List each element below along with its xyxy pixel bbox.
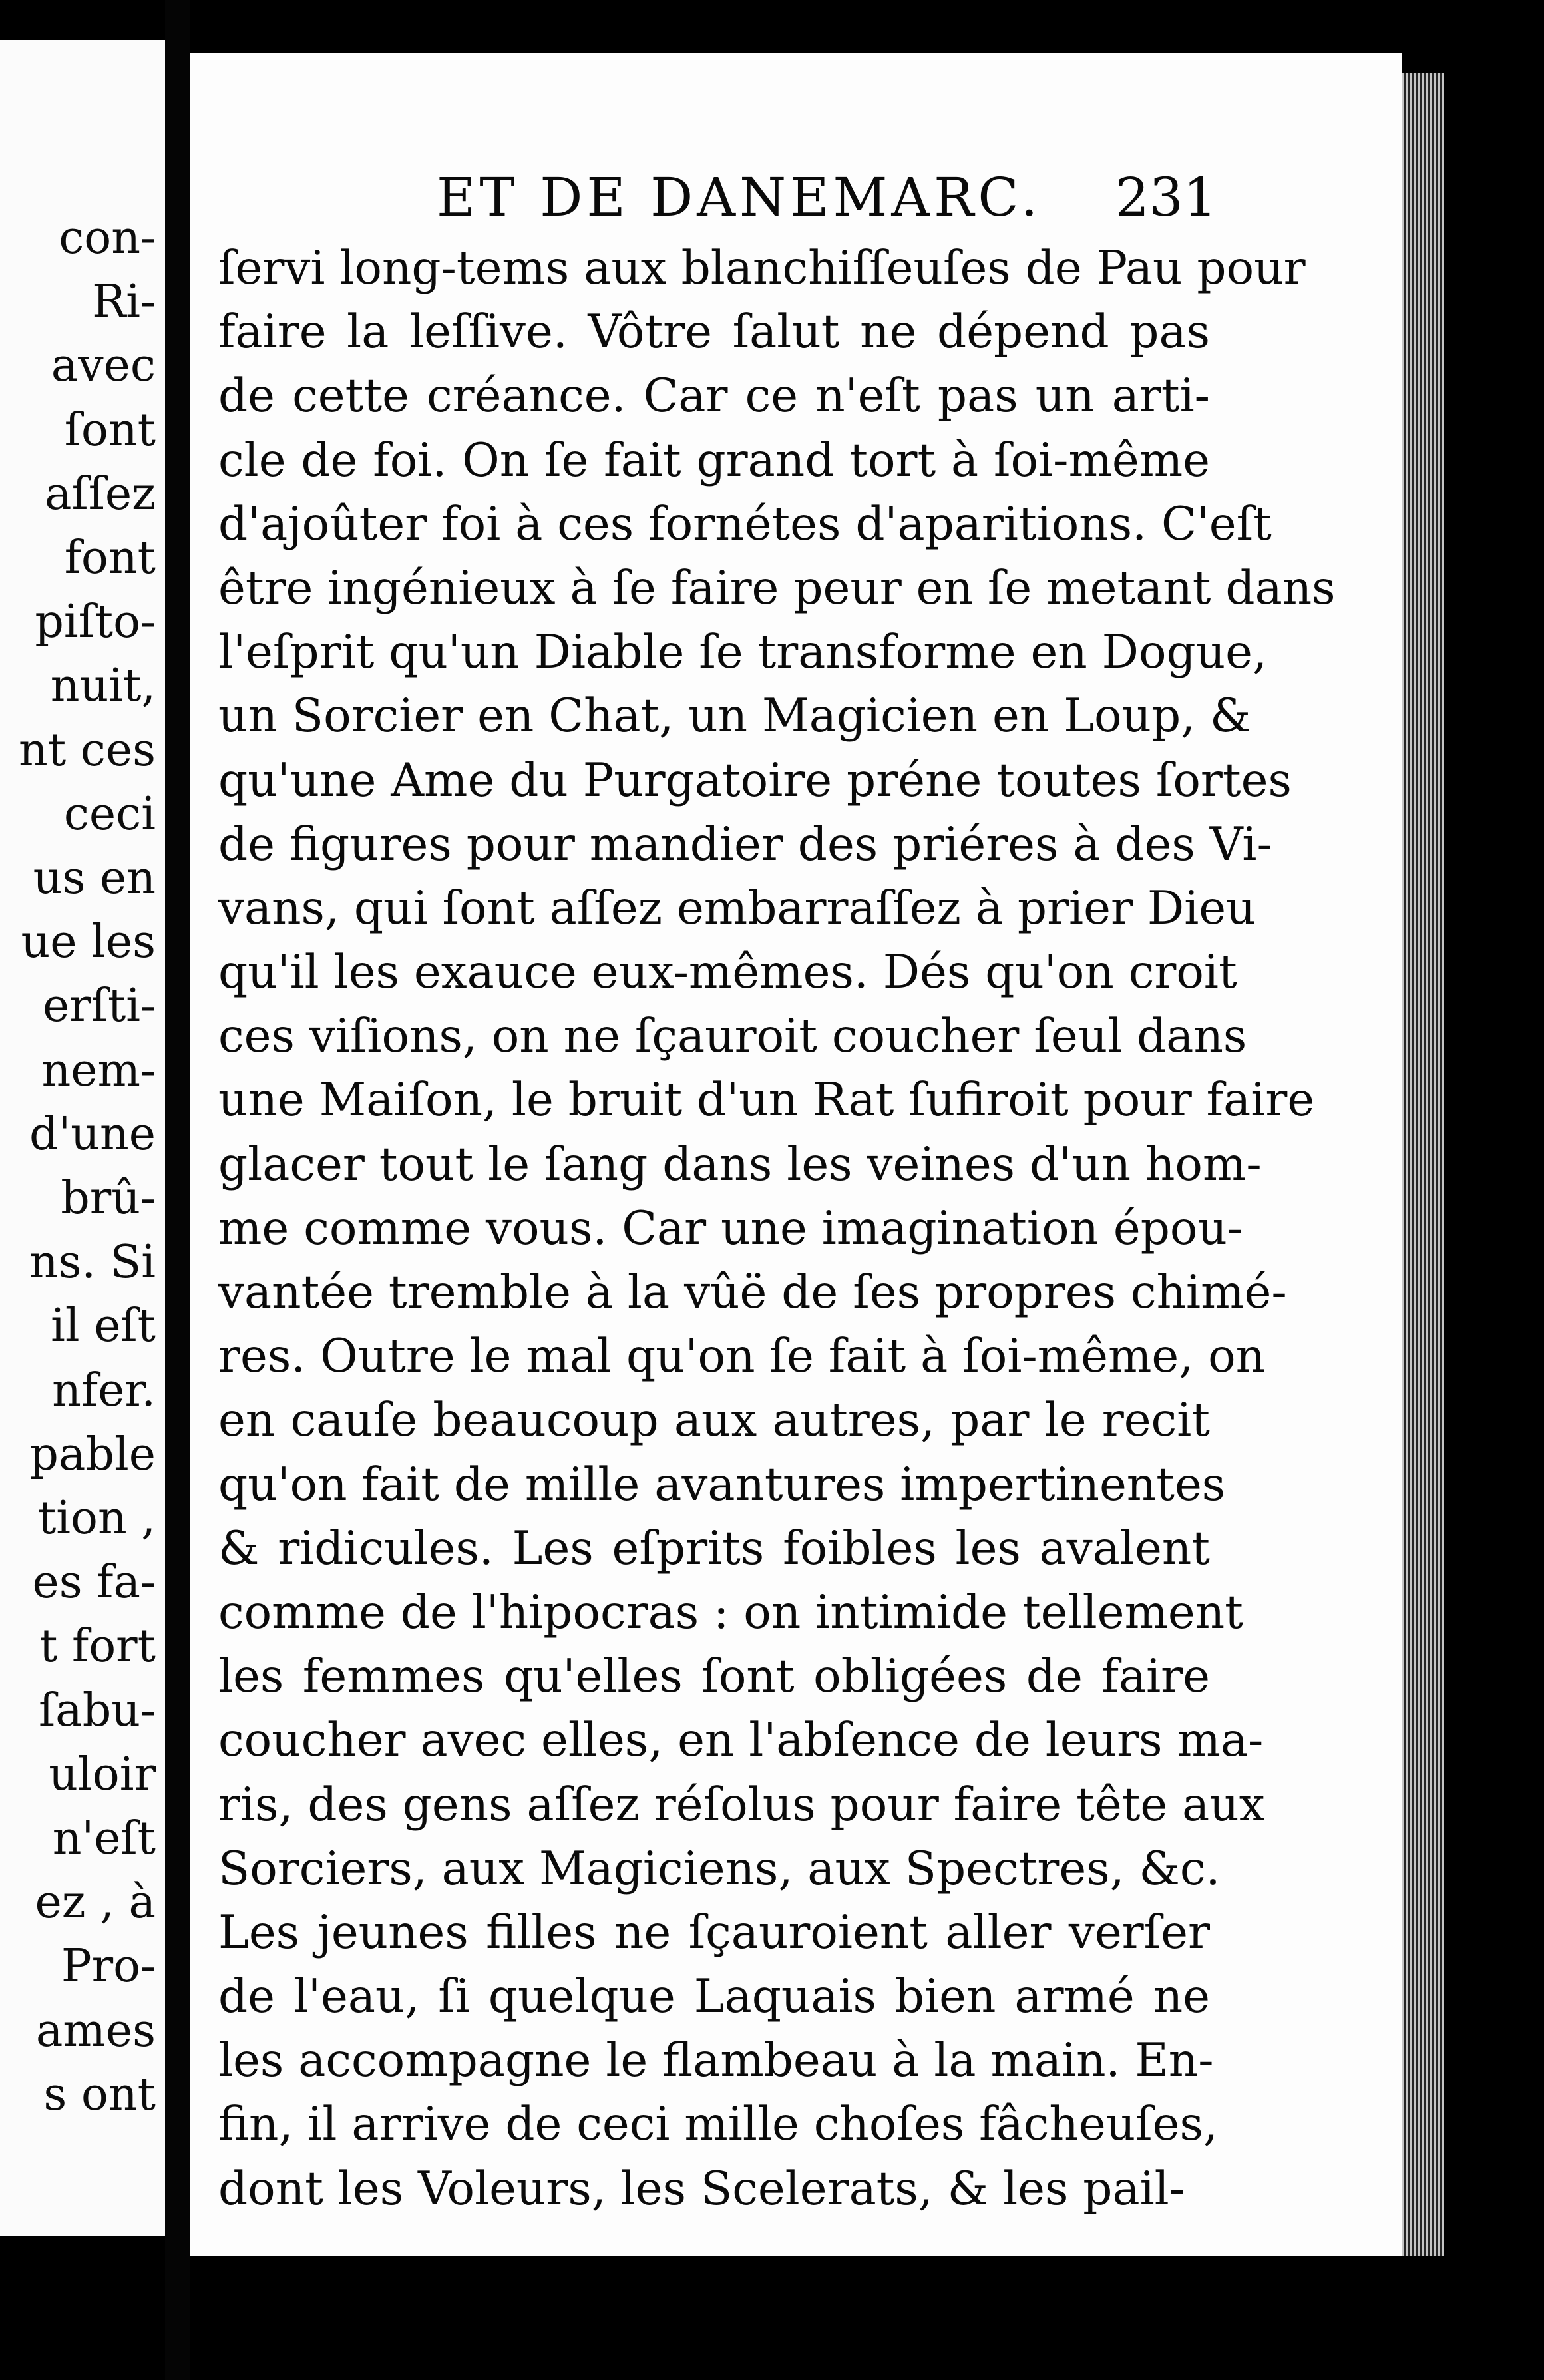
verso-line: n'eſt — [52, 1812, 156, 1866]
verso-line: ue les — [21, 916, 156, 969]
text-line: qu'on fait de mille avantures impertinentes — [218, 1458, 1226, 1511]
verso-line: Pro- — [61, 1940, 156, 1993]
verso-line: font — [64, 532, 156, 585]
text-line: ris, des gens aſſez réſolus pour faire tête aux — [218, 1778, 1265, 1832]
verso-line: il eſt — [51, 1300, 156, 1353]
text-line: coucher avec elles, en l'abſence de leurs ma- — [218, 1714, 1264, 1768]
text-line: qu'une Ame du Purgatoire préne toutes ſortes — [218, 753, 1292, 807]
text-line: les accompagne le flambeau à la main. En- — [218, 2034, 1214, 2088]
verso-line: nem- — [41, 1044, 156, 1097]
text-line: glacer tout le ſang dans les veines d'un hom- — [218, 1137, 1262, 1191]
text-line: vantée tremble à la vûë de ſes propres chimé- — [218, 1266, 1287, 1319]
recto-page — [190, 53, 1402, 2256]
verso-line: uloir — [49, 1748, 156, 1801]
verso-line: ns. Si — [29, 1236, 156, 1289]
verso-line: es fa- — [32, 1556, 156, 1609]
text-line: Sorciers, aux Magiciens, aux Spectres, &c. — [218, 1842, 1221, 1895]
text-line: être ingénieux à ſe faire peur en ſe metant dans — [218, 561, 1336, 615]
text-line: de figures pour mandier des priéres à des Vi- — [218, 817, 1272, 871]
text-line: de l'eau, ſi quelque Laquais bien armé ne — [218, 1970, 1210, 2024]
page-text-body — [218, 236, 1336, 2221]
verso-line: brû- — [61, 1172, 156, 1225]
text-line: l'eſprit qu'un Diable ſe transforme en Dogue, — [218, 626, 1267, 680]
text-line: res. Outre le mal qu'on ſe fait à ſoi-même, on — [218, 1330, 1266, 1384]
running-head-title: ET DE DANEMARC. — [437, 166, 1042, 228]
scan-background — [1444, 0, 1544, 2380]
text-line: ces viſions, on ne ſçauroit coucher ſeul dans — [218, 1010, 1247, 1064]
book-gutter — [165, 0, 190, 2380]
text-line: faire la leſſive. Vôtre ſalut ne dépend pas — [218, 305, 1210, 359]
text-line: me comme vous. Car une imagination épou- — [218, 1201, 1243, 1255]
verso-line: nt ces — [19, 723, 156, 777]
text-line: fin, il arrive de ceci mille choſes fâcheuſes, — [218, 2098, 1218, 2152]
verso-line: tion , — [37, 1492, 156, 1545]
verso-line: piſto- — [35, 596, 156, 649]
verso-line: avec — [51, 339, 156, 393]
verso-line: us en — [33, 852, 156, 905]
verso-line: ez , à — [35, 1876, 156, 1929]
page-fore-edge — [1402, 73, 1444, 2256]
verso-line: ceci — [63, 787, 156, 841]
text-line: comme de l'hipocras : on intimide tellement — [218, 1585, 1243, 1639]
text-line: une Maiſon, le bruit d'un Rat ſufiroit pour faire — [218, 1074, 1315, 1127]
text-line: qu'il les exauce eux-mêmes. Dés qu'on croit — [218, 946, 1237, 1000]
verso-line: nfer. — [52, 1364, 156, 1417]
verso-line: d'une — [29, 1107, 156, 1161]
verso-text-column — [19, 206, 156, 2127]
text-line: & ridicules. Les eſprits foibles les avalent — [218, 1521, 1210, 1575]
text-line: de cette créance. Car ce n'eſt pas un arti- — [218, 369, 1210, 423]
text-line: en cauſe beaucoup aux autres, par le recit — [218, 1394, 1210, 1448]
verso-line: Ri- — [92, 276, 156, 329]
verso-line: ſont — [64, 403, 156, 457]
text-line: vans, qui ſont aſſez embarraſſez à prier Dieu — [218, 881, 1256, 935]
verso-line: ſabu- — [38, 1684, 156, 1737]
verso-line: pable — [29, 1428, 156, 1481]
verso-line: s ont — [43, 2068, 156, 2121]
verso-line: con- — [59, 212, 156, 264]
verso-line: nuit, — [50, 660, 156, 713]
text-line: d'ajoûter foi à ces fornétes d'aparitions. C'eſt — [218, 497, 1272, 551]
verso-page-fragment — [0, 40, 165, 2236]
text-line: ſervi long-tems aux blanchiſſeuſes de Pau pour — [218, 242, 1306, 295]
text-line: dont les Voleurs, les Scelerats, & les pail- — [218, 2162, 1185, 2216]
text-line: un Sorcier en Chat, un Magicien en Loup, & — [218, 690, 1251, 743]
text-line: Les jeunes filles ne ſçauroient aller verſer — [218, 1905, 1210, 1959]
verso-line: ames — [35, 2004, 156, 2057]
running-head — [190, 166, 1402, 233]
verso-line: aſſez — [45, 467, 156, 520]
page-number: 231 — [1115, 166, 1217, 228]
verso-line: t fort — [39, 1620, 156, 1673]
verso-line: erſti- — [43, 980, 156, 1033]
text-line: les femmes qu'elles ſont obligées de faire — [218, 1650, 1210, 1704]
text-line: cle de foi. On ſe fait grand tort à ſoi-même — [218, 433, 1210, 487]
